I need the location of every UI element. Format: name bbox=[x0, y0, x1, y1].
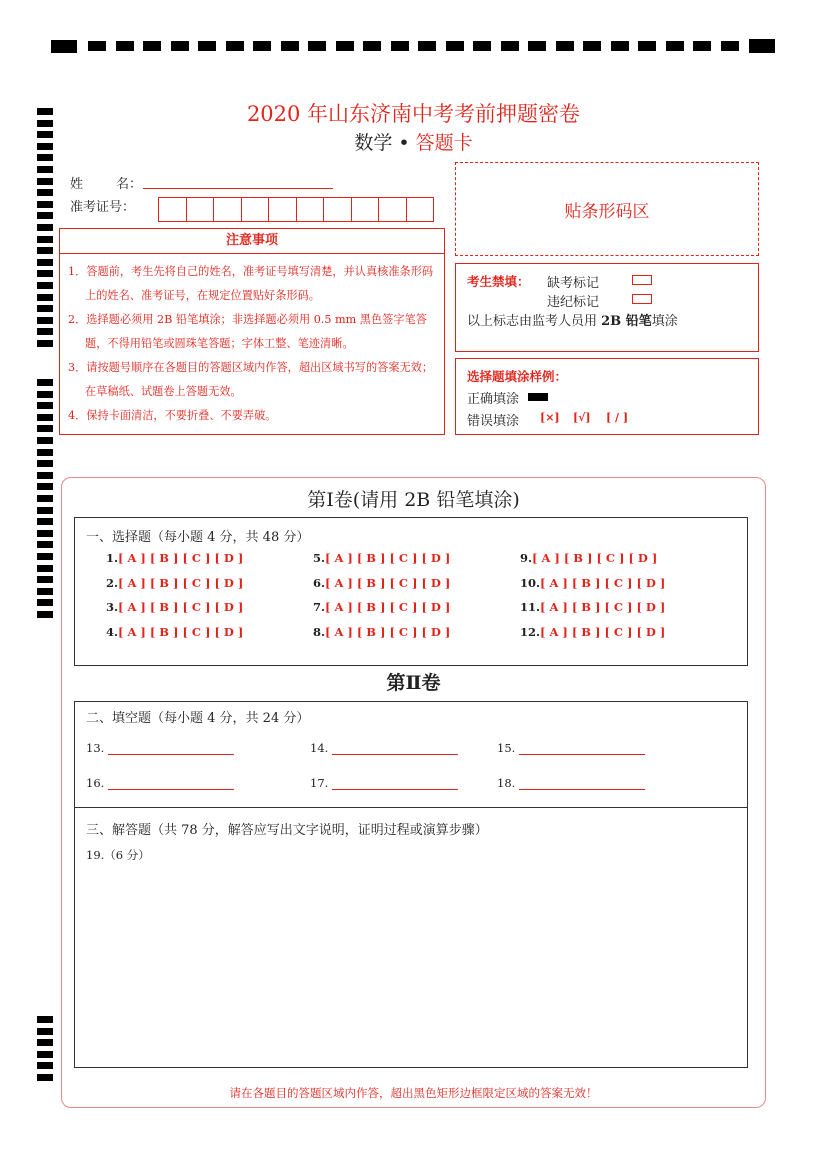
violation-mark-box[interactable] bbox=[632, 294, 652, 304]
part2-title: 第Ⅱ卷 bbox=[386, 672, 441, 694]
timing-mark-left bbox=[37, 518, 53, 525]
fill-blank-question[interactable] bbox=[497, 741, 657, 759]
timing-mark-left bbox=[37, 379, 53, 386]
name-field[interactable] bbox=[143, 188, 333, 189]
question-number: 10. bbox=[520, 575, 541, 590]
question-number: 18. bbox=[497, 776, 516, 790]
exam-id-digit-box[interactable] bbox=[406, 197, 435, 222]
timing-mark-top bbox=[51, 40, 77, 53]
timing-mark-left bbox=[37, 576, 53, 583]
question-number: 14. bbox=[310, 741, 329, 755]
timing-mark-top bbox=[611, 41, 629, 51]
choice-question[interactable] bbox=[520, 551, 657, 565]
question-number: 17. bbox=[310, 776, 329, 790]
timing-mark-top bbox=[226, 41, 244, 51]
timing-mark-left bbox=[37, 189, 53, 196]
timing-mark-left bbox=[37, 294, 53, 301]
timing-mark-left bbox=[37, 599, 53, 606]
answer-line[interactable] bbox=[519, 789, 645, 790]
choice-question[interactable] bbox=[313, 600, 450, 614]
timing-mark-left bbox=[37, 1016, 53, 1023]
timing-mark-left bbox=[37, 1074, 53, 1081]
notice-box bbox=[59, 228, 445, 435]
notice-item: 4．保持卡面清洁，不要折叠、不要弄破。 bbox=[68, 409, 277, 422]
timing-mark-top bbox=[749, 39, 775, 53]
timing-mark-left bbox=[37, 530, 53, 537]
absent-mark-box[interactable] bbox=[632, 275, 652, 285]
subtitle-card: 答题卡 bbox=[415, 132, 473, 154]
timing-mark-left bbox=[37, 328, 53, 335]
timing-mark-top bbox=[253, 41, 271, 51]
question-number: 12. bbox=[520, 625, 541, 640]
timing-mark-top bbox=[556, 41, 574, 51]
proctor-note-a: 以上标志由监考人员用 bbox=[467, 314, 602, 329]
question-number: 16. bbox=[86, 776, 105, 790]
wrong-mark-x: [×] bbox=[540, 411, 560, 424]
absent-label: 缺考标记 bbox=[547, 276, 600, 291]
exam-id-digit-box[interactable] bbox=[351, 197, 380, 222]
timing-mark-left bbox=[37, 340, 53, 347]
choice-question[interactable] bbox=[106, 551, 243, 565]
choice-question[interactable] bbox=[313, 625, 450, 639]
choice-question[interactable] bbox=[520, 625, 665, 639]
question-number: 6. bbox=[313, 575, 326, 590]
choice-options[interactable]: [ A ] [ B ] [ C ] [ D ] bbox=[540, 600, 666, 615]
proctor-note-b: 2B 铅笔 bbox=[601, 314, 652, 329]
question-19-label: 19.（6 分） bbox=[86, 848, 150, 862]
timing-mark-left bbox=[37, 259, 53, 266]
timing-mark-left bbox=[37, 588, 53, 595]
fill-blank-question[interactable] bbox=[86, 741, 246, 759]
timing-mark-left bbox=[37, 611, 53, 618]
choice-question[interactable] bbox=[313, 551, 450, 565]
timing-mark-left bbox=[37, 449, 53, 456]
choice-options[interactable]: [ A ] [ B ] [ C ] [ D ] bbox=[118, 575, 244, 590]
subtitle-subject: 数学 bbox=[354, 132, 393, 154]
choice-options[interactable]: [ A ] [ B ] [ C ] [ D ] bbox=[540, 575, 666, 590]
choice-options[interactable]: [ A ] [ B ] [ C ] [ D ] bbox=[532, 551, 658, 565]
timing-mark-top bbox=[721, 41, 739, 51]
question-number: 7. bbox=[313, 600, 326, 615]
choice-options[interactable]: [ A ] [ B ] [ C ] [ D ] bbox=[325, 625, 451, 640]
timing-mark-left bbox=[37, 460, 53, 467]
timing-mark-left bbox=[37, 472, 53, 479]
timing-mark-left bbox=[37, 1028, 53, 1035]
fill-blank-question[interactable] bbox=[497, 776, 657, 794]
timing-mark-top bbox=[693, 41, 711, 51]
answer-line[interactable] bbox=[108, 789, 234, 790]
choice-options[interactable]: [ A ] [ B ] [ C ] [ D ] bbox=[325, 575, 451, 590]
timing-mark-left bbox=[37, 282, 53, 289]
question-number: 13. bbox=[86, 741, 105, 755]
timing-mark-left bbox=[37, 425, 53, 432]
fill-blank-question[interactable] bbox=[310, 741, 470, 759]
choice-question[interactable] bbox=[106, 625, 243, 639]
timing-mark-top bbox=[583, 41, 601, 51]
timing-mark-left bbox=[37, 270, 53, 277]
question-number: 1. bbox=[106, 551, 119, 565]
notice-item: 1．答题前，考生先将自己的姓名，准考证号填写清楚，并认真核准条形码上的姓名、准考证号，在规定位置贴好条形码。 bbox=[68, 265, 434, 302]
notice-heading: 注意事项 bbox=[60, 229, 444, 254]
exam-id-digit-box[interactable] bbox=[158, 197, 187, 222]
exam-id-digit-box[interactable] bbox=[213, 197, 242, 222]
answer-line[interactable] bbox=[108, 754, 234, 755]
choice-options[interactable]: [ A ] [ B ] [ C ] [ D ] bbox=[325, 551, 451, 565]
timing-mark-left bbox=[37, 414, 53, 421]
forbidden-label: 考生禁填： bbox=[467, 274, 530, 289]
fill-blank-heading: 二、填空题（每小题 4 分，共 24 分） bbox=[86, 711, 310, 726]
footer-warning: 请在各题目的答题区域内作答，超出黑色矩形边框限定区域的答案无效！ bbox=[229, 1086, 598, 1100]
timing-mark-left bbox=[37, 402, 53, 409]
timing-mark-left bbox=[37, 437, 53, 444]
choice-question[interactable] bbox=[106, 600, 243, 614]
timing-mark-top bbox=[116, 41, 134, 51]
barcode-area bbox=[455, 162, 759, 256]
correct-label: 正确填涂 bbox=[467, 392, 520, 407]
exam-id-digit-box[interactable] bbox=[241, 197, 270, 222]
timing-mark-top bbox=[446, 41, 464, 51]
choice-options[interactable]: [ A ] [ B ] [ C ] [ D ] bbox=[118, 600, 244, 615]
timing-mark-left bbox=[37, 565, 53, 572]
timing-mark-top bbox=[473, 41, 491, 51]
proctor-marks-box bbox=[455, 263, 759, 352]
subtitle-dot: • bbox=[398, 132, 410, 154]
timing-mark-left bbox=[37, 391, 53, 398]
timing-mark-left bbox=[37, 1062, 53, 1069]
timing-mark-top bbox=[281, 41, 299, 51]
choice-options[interactable]: [ A ] [ B ] [ C ] [ D ] bbox=[325, 600, 451, 615]
question-number: 9. bbox=[520, 551, 533, 565]
wrong-mark-slash: [ / ] bbox=[606, 411, 629, 424]
timing-mark-top bbox=[143, 41, 161, 51]
timing-mark-top bbox=[171, 41, 189, 51]
violation-label: 违纪标记 bbox=[547, 295, 600, 310]
timing-mark-left bbox=[37, 317, 53, 324]
timing-mark-left bbox=[37, 178, 53, 185]
timing-mark-left bbox=[37, 541, 53, 548]
timing-mark-left bbox=[37, 553, 53, 560]
choice-question[interactable] bbox=[106, 576, 243, 590]
proctor-note bbox=[467, 310, 678, 329]
answer-line[interactable] bbox=[519, 754, 645, 755]
timing-mark-left bbox=[37, 154, 53, 161]
proctor-note-c: 填涂 bbox=[651, 314, 678, 329]
timing-mark-top bbox=[308, 41, 326, 51]
timing-mark-top bbox=[336, 41, 354, 51]
timing-mark-left bbox=[37, 236, 53, 243]
fill-blank-question[interactable] bbox=[86, 776, 246, 794]
solution-heading: 三、解答题（共 78 分，解答应写出文字说明，证明过程或演算步骤） bbox=[86, 823, 488, 838]
choice-question[interactable] bbox=[520, 600, 665, 614]
timing-mark-left bbox=[37, 247, 53, 254]
timing-mark-top bbox=[198, 41, 216, 51]
exam-id-digit-box[interactable] bbox=[378, 197, 407, 222]
exam-id-digit-box[interactable] bbox=[323, 197, 352, 222]
part1-title: 第Ⅰ卷(请用 2B 铅笔填涂) bbox=[307, 489, 520, 511]
timing-mark-left bbox=[37, 212, 53, 219]
exam-id-digit-box[interactable] bbox=[296, 197, 325, 222]
exam-id-label: 准考证号： bbox=[70, 200, 136, 215]
choice-question[interactable] bbox=[520, 576, 665, 590]
question-number: 4. bbox=[106, 625, 119, 640]
notice-item: 2．选择题必须用 2B 铅笔填涂；非选择题必须用 0.5 mm 黑色签字笔答题，不得用铅笔或圆珠笔答题；字体工整、笔迹清晰。 bbox=[68, 313, 427, 350]
timing-mark-left bbox=[37, 224, 53, 231]
question-number: 2. bbox=[106, 575, 119, 590]
question-number: 8. bbox=[313, 625, 326, 640]
timing-mark-left bbox=[37, 201, 53, 208]
timing-mark-left bbox=[37, 1039, 53, 1046]
page-subtitle bbox=[0, 128, 827, 155]
timing-mark-top bbox=[666, 41, 684, 51]
timing-mark-top bbox=[501, 41, 519, 51]
name-label: 姓 名： bbox=[70, 177, 143, 192]
question-number: 5. bbox=[313, 551, 326, 565]
sample-heading: 选择题填涂样例： bbox=[467, 369, 568, 384]
timing-mark-left bbox=[37, 305, 53, 312]
wrong-label: 错误填涂 bbox=[467, 414, 520, 429]
answer-line[interactable] bbox=[332, 789, 458, 790]
timing-mark-top bbox=[638, 41, 656, 51]
fill-sample-box bbox=[455, 358, 759, 435]
timing-mark-top bbox=[418, 41, 436, 51]
barcode-label: 贴条形码区 bbox=[564, 202, 650, 222]
timing-mark-top bbox=[363, 41, 381, 51]
timing-mark-top bbox=[528, 41, 546, 51]
timing-mark-top bbox=[88, 41, 106, 51]
solution-box[interactable] bbox=[74, 807, 748, 1068]
correct-fill-example bbox=[528, 393, 548, 401]
question-number: 11. bbox=[520, 600, 541, 615]
question-number: 15. bbox=[497, 741, 516, 755]
choice-options[interactable]: [ A ] [ B ] [ C ] [ D ] bbox=[540, 625, 666, 640]
wrong-mark-check: [√] bbox=[573, 411, 591, 424]
timing-mark-top bbox=[391, 41, 409, 51]
exam-id-digit-box[interactable] bbox=[268, 197, 297, 222]
question-number: 3. bbox=[106, 600, 119, 615]
timing-mark-left bbox=[37, 166, 53, 173]
exam-id-digit-box[interactable] bbox=[186, 197, 215, 222]
multiple-choice-heading: 一、选择题（每小题 4 分，共 48 分） bbox=[86, 530, 310, 545]
fill-blank-question[interactable] bbox=[310, 776, 470, 794]
page-title: 2020 年山东济南中考考前押题密卷 bbox=[246, 102, 581, 126]
timing-mark-left bbox=[37, 1051, 53, 1058]
choice-options[interactable]: [ A ] [ B ] [ C ] [ D ] bbox=[118, 625, 244, 640]
notice-item: 3．请按题号顺序在各题目的答题区域内作答，超出区域书写的答案无效；在草稿纸、试题卷上答题无效。 bbox=[68, 361, 434, 398]
answer-line[interactable] bbox=[332, 754, 458, 755]
choice-options[interactable]: [ A ] [ B ] [ C ] [ D ] bbox=[118, 551, 244, 565]
choice-question[interactable] bbox=[313, 576, 450, 590]
